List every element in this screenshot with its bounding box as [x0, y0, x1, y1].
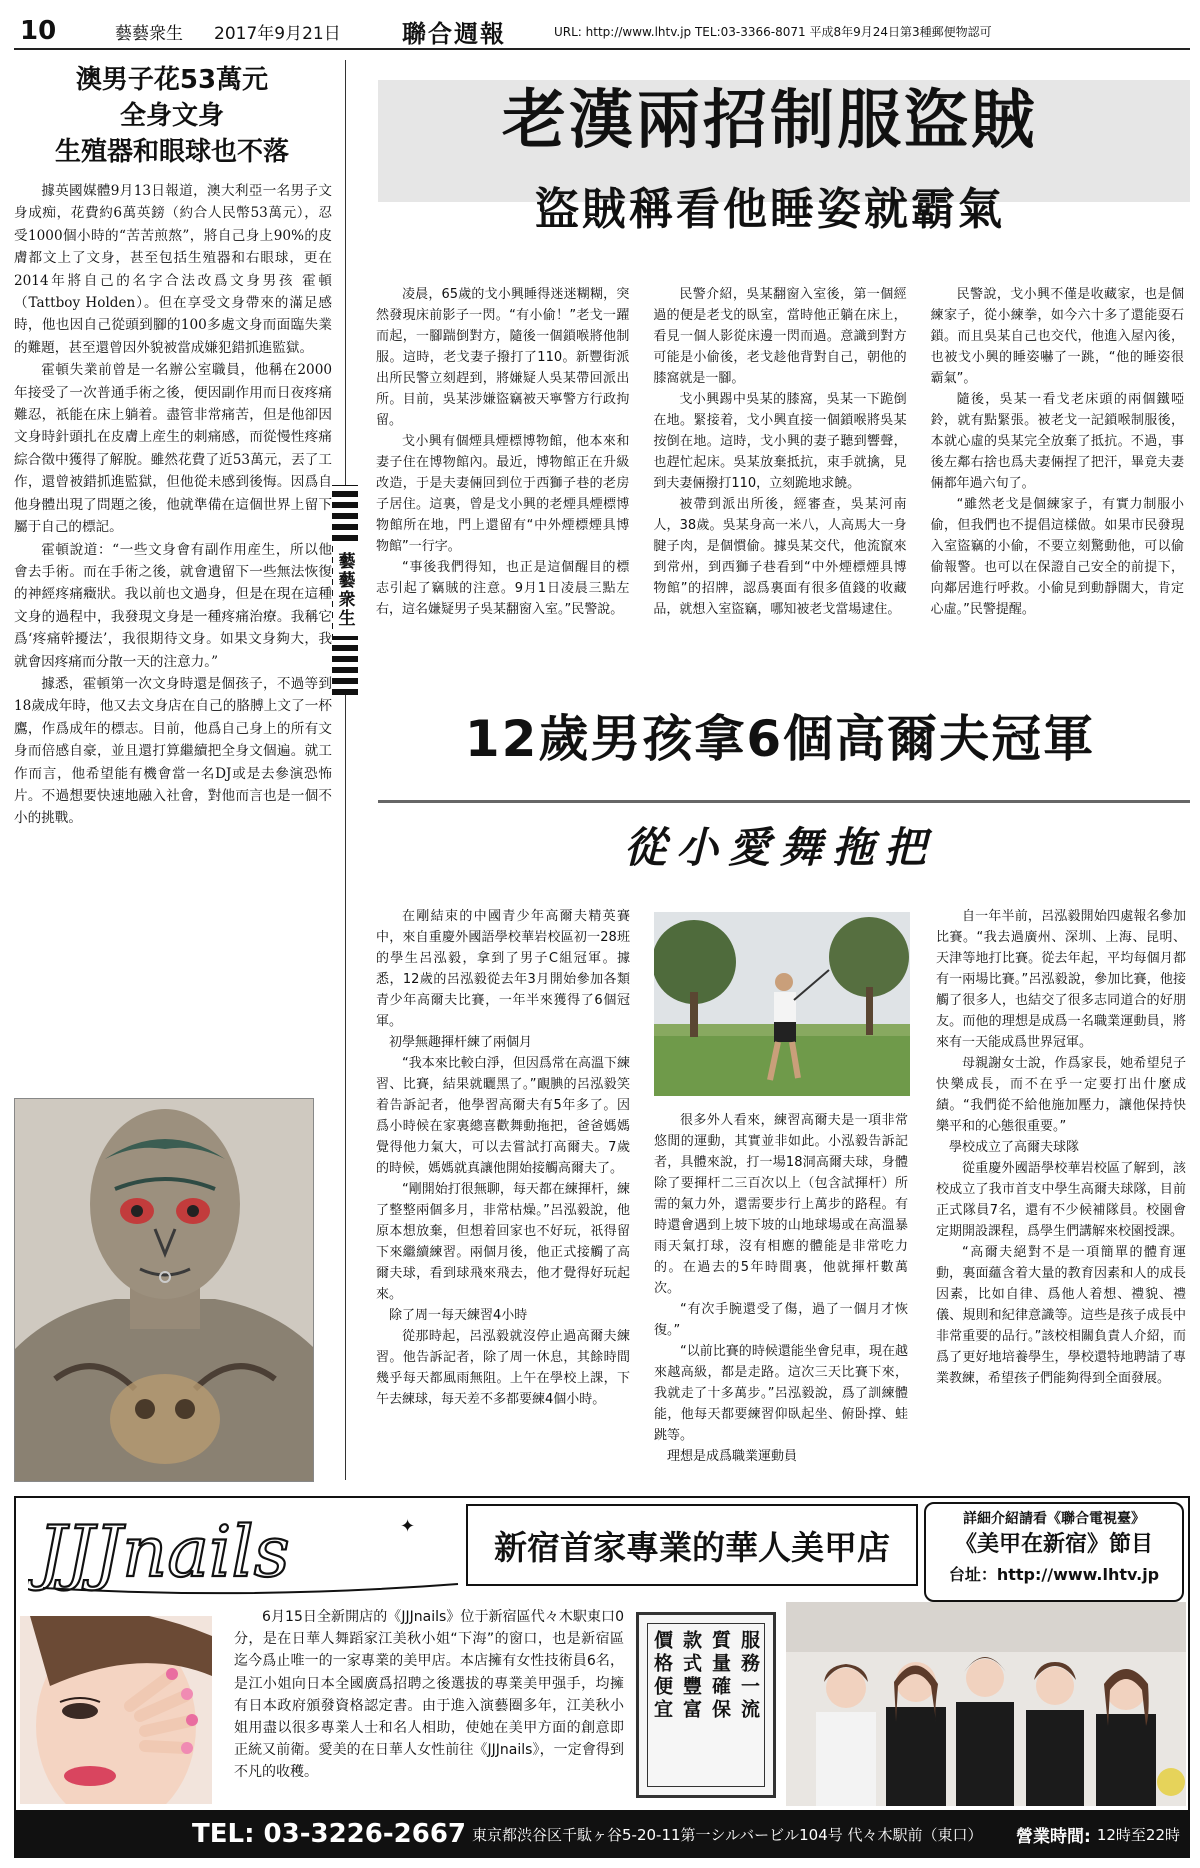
- paragraph: 民警介紹，吳某翻窗入室後，第一個經過的便是老戈的臥室，當時他正躺在床上，看見一個人影從床邊一閃而過。意識到對方可能是小偷後，老戈趁他背對自己，朝他的膝窩就是一腳。: [653, 287, 907, 386]
- salon-staff-photo: [786, 1602, 1186, 1806]
- model-nails-photo: [20, 1616, 212, 1804]
- paragraph: 凌晨，65歲的戈小興睡得迷迷糊糊，突然發現床前影子一閃。“有小偷！”老戈一躍而起，一腳踹倒對方，隨後一個鎖喉將他制服。這時，老戈妻子撥打了110。新豐街派出所民警立刻趕到，將嫌疑人吳某帶回派出所。目前，吳某涉嫌盜竊被天寧警方行政拘留。: [376, 287, 630, 428]
- nail-salon-advertisement: [14, 1496, 1190, 1858]
- ad-address: 東京都渋谷区千駄ヶ谷5-20-11第一シルバービル104号 代々木駅前（東口）: [472, 1825, 983, 1844]
- paragraph: “高爾夫絕對不是一項簡單的體育運動，裏面蘊含着大量的教育因素和人的成長因素，比如自律、爲他人着想、禮貌、禮儀、規則和紀律意識等。這些是孩子成長中非常重要的品行。”該校相關負責人介紹，而爲了更好地培養學生，學校還特地聘請了專業教練，希望孩子們能夠得到全面發展。: [936, 1245, 1186, 1386]
- paragraph: “我本來比較白淨，但因爲常在高溫下練習、比賽，結果就曬黑了。”靦腆的呂泓毅笑着告訴記者，他學習高爾夫有5年多了。因爲小時候在家裏總喜歡舞動拖把，爸爸媽媽覺得他力氣大，可以去嘗試打高爾夫。7歲的時候，媽媽就真讓他開始接觸高爾夫了。: [376, 1056, 630, 1176]
- left-story-body: [14, 180, 332, 830]
- subheading: 初學無趣揮杆練了兩個月: [389, 1035, 533, 1050]
- service-stamp: [636, 1612, 776, 1798]
- ad-body-text: [234, 1606, 624, 1784]
- section-side-label: [332, 485, 358, 695]
- paragraph: 從重慶外國語學校華岩校區了解到，該校成立了我市首支中學生高爾夫球隊，目前正式隊員7名，還有不少候補隊員。校園會定期開設課程，爲學生們講解來校園授課。: [936, 1161, 1186, 1239]
- info-url: 台址：http://www.lhtv.jp: [948, 1565, 1160, 1584]
- story1-body: [376, 284, 1184, 684]
- paragraph: 戈小興有個煙具煙標博物館，他本來和妻子住在博物館內。最近，博物館正在升級改造，于是夫妻倆回到位于西獅子巷的老房子居住。這裏，曾是戈小興的老煙具煙標博物館所在地，門上還留有“中外煙標煙具博物館”一行字。: [376, 434, 630, 554]
- stamp-column: 款式豐富: [680, 1630, 702, 1722]
- newspaper-masthead: 聯合週報: [402, 19, 506, 48]
- page-number: 10: [20, 16, 57, 46]
- paragraph: 戈小興踢中吳某的膝窩，吳某一下跪倒在地。緊接着，戈小興直接一個鎖喉將吳某按倒在地。這時，戈小興的妻子聽到響聲，也趕忙起床。吳某放棄抵抗，束手就擒，見到夫妻倆撥打110，立刻跪地求饒。: [653, 392, 907, 491]
- paragraph: 從那時起，呂泓毅就沒停止過高爾夫練習。他告訴記者，除了周一休息，其餘時間幾乎每天都風雨無阻。上午在學校上課，下午去練球，每天差不多都要練4個小時。: [376, 1329, 630, 1407]
- paragraph: 6月15日全新開店的《JJJnails》位于新宿區代々木駅東口0分，是在日華人舞蹈家江美秋小姐“下海”的窗口，也是新宿區迄今爲止唯一的一家專業的美甲店。本店擁有女性技術員6名，是江小姐向日本全國廣爲招聘之後選拔的專業美甲强手，均擁有日本政府頒發資格認定書。由于進入演藝圈多年，江美秋小姐用盡以很多專業人士和名人相助，使她在美甲方面的創意即正統又前衛。愛美的在日華人女性前往《JJJnails》，一定會得到不凡的收穫。: [234, 1609, 624, 1781]
- ad-tv-info-box: [924, 1502, 1184, 1602]
- subheading: 學校成立了高爾夫球隊: [949, 1140, 1080, 1155]
- paragraph: 被帶到派出所後，經審查，吳某河南人，38歲。吳某身高一米八，人高馬大一身腱子肉，是個慣偷。據吳某交代，他流竄來到常州，到西獅子巷看到“中外煙標煙具博物館”的招牌，認爲裏面有很多值錢的收藏品，就想入室盜竊，哪知被老戈當場逮住。: [653, 497, 907, 617]
- info-line: 《美甲在新宿》節目: [954, 1532, 1153, 1557]
- info-line: 詳細介紹請看《聯合電視臺》: [963, 1511, 1145, 1527]
- headline-line: 全身文身: [119, 101, 224, 131]
- issue-date: 2017年9月21日: [214, 23, 341, 44]
- paragraph: 民警說，戈小興不僅是收藏家，也是個練家子，從小練拳，如今六十多了還能耍石鎖。而且吳某自己也交代，他進入屋內後，也被戈小興的睡姿嚇了一跳，“他的睡姿很霸氣”。: [930, 287, 1184, 386]
- paragraph: 據悉，霍頓第一次文身時還是個孩子，不過等到18歲成年時，他又去文身店在自己的胳膊上文了一杯鷹，作爲成年的標志。目前，他爲自己身上的所有文身而倍感自豪，並且還打算繼續把全身文個遍。就工作而言，他希望能有機會當一名DJ或是去參演恐怖片。不過想要快速地融入社會，對他而言也是一個不小的挑戰。: [14, 675, 332, 827]
- story2-column-c: [936, 906, 1186, 1389]
- paragraph: “事後我們得知，也正是這個醒目的標志引起了竊賊的注意。9月1日凌晨三點左右，這名嫌疑男子吳某翻窗入室。”民警說。: [376, 560, 630, 617]
- paragraph: 據英國媒體9月13日報道，澳大利亞一名男子文身成痴，花費約6萬英鎊（約合人民幣53萬元），忍受1000個小時的“苦苦煎熬”，將自己身上90%的皮膚都文上了文身，甚至包括生殖器和右眼球，更在2014年將自己的名字合法改爲文身男孩 霍頓（Tattboy Holden）。但在享受文身帶來的滿足感時，他也因自己從頭到腳的100多處文身而面臨失業的難題，甚至還曾因外貌被當成嫌犯錯抓進監獄。: [14, 183, 332, 356]
- headline-line: 生殖器和眼球也不落: [54, 137, 289, 167]
- paragraph: “雖然老戈是個練家子，有實力制服小偷，但我們也不提倡這樣做。如果市民發現入室盜竊的小偷，不要立刻驚動他，可以偷偷報警。也可以在保證自己安全的前提下，向鄰居進行呼救。小偷見到動靜闊大，肯定心虛。”民警提醒。: [930, 497, 1184, 617]
- story2-subheadline: 從小愛舞拖把: [623, 823, 936, 872]
- jjjnails-logo: [28, 1504, 468, 1600]
- paragraph: 隨後，吳某一看戈老床頭的兩個鐵啞鈴，就有點緊張。被老戈一記鎖喉制服後，本就心虛的吳某完全放棄了抵抗。不過，事後左鄰右捨也爲夫妻倆捏了把汗，畢竟夫妻倆都年過六旬了。: [930, 392, 1184, 491]
- story1-headline: 老漢兩招制服盜賊: [502, 84, 1038, 158]
- side-label-text: 藝藝衆生: [333, 544, 358, 636]
- paragraph: “以前比賽的時候還能坐會兒車，現在越來越高級，都是走路。這次三天比賽下來，我就走了十多萬步。”呂泓毅說，爲了訓練體能，他每天都要練習仰臥起坐、俯卧撑、蛙跳等。: [654, 1344, 908, 1443]
- stamp-column: 價格便宜: [651, 1630, 673, 1722]
- ad-phone: TEL: 03-3226-2667: [192, 1819, 467, 1849]
- page-header: [14, 14, 1190, 50]
- column-divider: [345, 60, 346, 1480]
- paragraph: 在剛結束的中國青少年高爾夫精英賽中，來自重慶外國語學校華岩校區初一28班的學生呂泓毅，拿到了男子C組冠軍。據悉，12歲的呂泓毅從去年3月開始參加各類青少年高爾夫比賽，一年半來獲得了6個冠軍。: [376, 909, 630, 1029]
- ad-hours-label: 營業時間:: [1016, 1826, 1091, 1847]
- svg-text:✦: ✦: [400, 1516, 416, 1537]
- ad-contact-bar: [16, 1810, 1190, 1858]
- header-contact-info: URL: http://www.lhtv.jp TEL:03-3366-8071 平成8年9月24日第3種郵便物認可: [554, 24, 992, 39]
- headline-rule: [378, 800, 1190, 803]
- paragraph: 自一年半前，呂泓毅開始四處報名參加比賽。“我去過廣州、深圳、上海、昆明、天津等地打比賽。從去年起，平均每個月都有一兩場比賽。”呂泓毅說，參加比賽，他接觸了很多人，也結交了很多志同道合的好朋友。而他的理想是成爲一名職業運動員，將來有一天能成爲世界冠軍。: [936, 909, 1186, 1050]
- left-story-headline: [14, 62, 330, 170]
- story2-headline: 12歲男孩拿6個高爾夫冠軍: [464, 710, 1096, 768]
- headline-line: 澳男子花53萬元: [75, 65, 269, 95]
- paragraph: 霍頓失業前曾是一名辦公室職員，他稱在2000年接受了一次普通手術之後，便因副作用而日夜疼痛難忍，祇能在床上躺着。盡管非常痛苦，但是他卻因文身時針頭扎在皮膚上産生的刺痛感，而從慢性疼痛綜合徵中獲得了解脫。雖然花費了近53萬元，丟了工作，還曾被錯抓進監獄，但他從未感到後悔。因爲自他身體出現了問題之後，他就準備在這個世界上留下屬于自己的標記。: [14, 362, 332, 536]
- ad-hours: 12時至22時: [1096, 1825, 1180, 1844]
- paragraph: 很多外人看來，練習高爾夫是一項非常悠閒的運動，其實並非如此。小泓毅告訴記者，具體來說，打一場18洞高爾夫球，身體除了要揮杆二三百次以上（包含試揮杆）所需的氣力外，還需要步行上萬步的路程。有時還會遇到上坡下坡的山地球場或在高溫暴雨天氣打球，沒有相應的體能是非常吃力的。在過去的5年時間裏，他就揮杆數萬次。: [654, 1113, 908, 1296]
- ad-headline: 新宿首家專業的華人美甲店: [466, 1504, 918, 1586]
- paragraph: 母親謝女士說，作爲家長，她希望兒子快樂成長，而不在乎一定要打出什麼成績。“我們從不給他施加壓力，讓他保持快樂平和的心態很重要。”: [936, 1056, 1186, 1134]
- section-name: 藝藝衆生: [115, 23, 183, 44]
- paragraph: 霍頓說道：“一些文身會有副作用産生，所以他會去手術。而在手術之後，就會遺留下一些無法恢復的神經疼痛癥狀。我以前也文過身，但是在現在這種文身的過程中，我發現文身是一種疼痛治療。我稱它爲‘疼痛幹擾法’，我很期待文身。如果文身夠大，我就會因疼痛而分散一天的注意力。”: [14, 541, 332, 670]
- golfer-photo: [654, 912, 910, 1096]
- subheading: 除了周一每天練習4小時: [389, 1308, 528, 1323]
- paragraph: “剛開始打很無聊，每天都在練揮杆，練了整整兩個多月，非常枯燥。”呂泓毅說，他原本想放棄，但想着回家也不好玩，祇得留下來繼續練習。兩個月後，他正式接觸了高爾夫球，看到球飛來飛去，他才覺得好玩起來。: [376, 1182, 630, 1302]
- subheading: 理想是成爲職業運動員: [667, 1449, 798, 1464]
- tattooed-man-photo: [14, 1098, 314, 1482]
- paragraph: “有次手腕還受了傷，過了一個月才恢復。”: [654, 1302, 908, 1338]
- logo-text: JJJnails: [38, 1511, 290, 1593]
- stamp-column: 質量確保: [709, 1630, 731, 1722]
- story2-column-a: [376, 906, 630, 1410]
- stamp-column: 服務一流: [738, 1630, 760, 1722]
- story1-subheadline: 盜賊稱看他睡姿就霸氣: [535, 184, 1005, 235]
- story2-column-b: [654, 1110, 908, 1467]
